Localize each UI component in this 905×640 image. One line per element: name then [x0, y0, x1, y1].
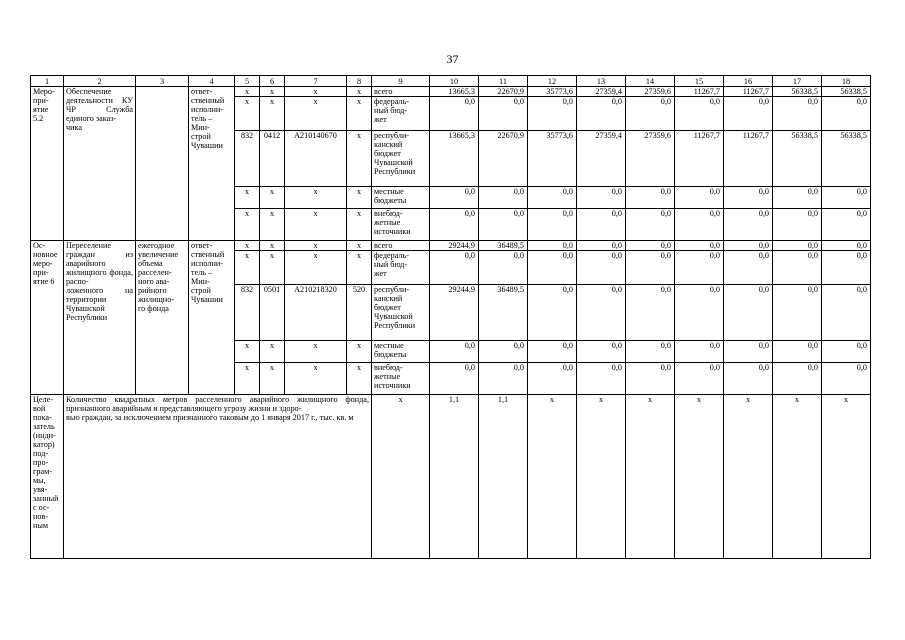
funding-source: всего [372, 241, 430, 251]
year-amount: 0,0 [577, 187, 626, 209]
year-amount: 13665,3 [430, 131, 479, 187]
year-amount: 0,0 [822, 285, 871, 341]
year-amount: 56338,5 [773, 87, 822, 97]
year-amount: 0,0 [528, 187, 577, 209]
year-amount: 0,0 [773, 187, 822, 209]
year-amount: 0,0 [626, 251, 675, 285]
budget-table [30, 75, 871, 559]
target-item-code: x [285, 241, 347, 251]
expected-result [136, 87, 189, 241]
year-amount: 22670,9 [479, 131, 528, 187]
year-amount: 29244,9 [430, 285, 479, 341]
section-code: 0412 [260, 131, 285, 187]
year-amount: 0,0 [822, 241, 871, 251]
year-amount: 0,0 [773, 363, 822, 395]
target-item-code: x [285, 209, 347, 241]
year-amount: 0,0 [675, 285, 724, 341]
col-number: 12 [528, 76, 577, 87]
expense-type-code: x [347, 131, 372, 187]
section-code: 0501 [260, 285, 285, 341]
section-code: x [260, 187, 285, 209]
section-code: x [260, 87, 285, 97]
funding-source: республи- канский бюджет Чувашской Республики [372, 131, 430, 187]
funding-source: x [372, 395, 430, 559]
col-number: 14 [626, 76, 675, 87]
funding-source: местные бюджеты [372, 341, 430, 363]
year-amount: 0,0 [675, 363, 724, 395]
year-amount: 11267,7 [675, 131, 724, 187]
year-amount: 56338,5 [822, 87, 871, 97]
year-amount: 0,0 [822, 187, 871, 209]
year-amount: 0,0 [430, 97, 479, 131]
expense-type-code: x [347, 241, 372, 251]
year-amount: 0,0 [479, 251, 528, 285]
grbs-code: x [235, 251, 260, 285]
expense-type-code: x [347, 97, 372, 131]
grbs-code: 832 [235, 131, 260, 187]
year-amount: 0,0 [430, 251, 479, 285]
year-amount: 0,0 [528, 97, 577, 131]
year-amount: 0,0 [430, 187, 479, 209]
year-amount: 11267,7 [724, 87, 773, 97]
table-row [31, 241, 871, 251]
year-amount: 0,0 [528, 285, 577, 341]
year-amount: 29244,9 [430, 241, 479, 251]
year-amount: 0,0 [822, 363, 871, 395]
target-item-code: x [285, 97, 347, 131]
responsible-executor: ответ- ственный исполни- тель – Мин- строй Чувашии [189, 87, 235, 241]
year-amount: 13665,3 [430, 87, 479, 97]
year-amount: 0,0 [675, 187, 724, 209]
funding-source: республи- канский бюджет Чувашской Республики [372, 285, 430, 341]
year-amount: 0,0 [773, 251, 822, 285]
year-amount: 11267,7 [724, 131, 773, 187]
year-amount: 0,0 [528, 251, 577, 285]
year-amount: 27359,6 [626, 131, 675, 187]
col-number: 7 [285, 76, 347, 87]
year-amount: 11267,7 [675, 87, 724, 97]
year-amount: 0,0 [724, 251, 773, 285]
year-amount: 0,0 [724, 241, 773, 251]
col-number: 9 [372, 76, 430, 87]
col-number: 1 [31, 76, 64, 87]
target-item-code: x [285, 251, 347, 285]
year-amount: 0,0 [577, 341, 626, 363]
year-amount: 0,0 [528, 363, 577, 395]
year-amount: 56338,5 [822, 131, 871, 187]
year-amount: 0,0 [626, 363, 675, 395]
col-number: 10 [430, 76, 479, 87]
year-amount: 0,0 [675, 209, 724, 241]
col-number: 15 [675, 76, 724, 87]
funding-source: федераль- ный бюд- жет [372, 251, 430, 285]
year-amount: 0,0 [724, 285, 773, 341]
funding-source: местные бюджеты [372, 187, 430, 209]
page-number: 37 [446, 52, 459, 66]
column-number-row [31, 76, 871, 87]
year-amount: 0,0 [577, 363, 626, 395]
grbs-code: 832 [235, 285, 260, 341]
col-number: 13 [577, 76, 626, 87]
funding-source: всего [372, 87, 430, 97]
measure-number: Меро- при- ятие 5.2 [31, 87, 64, 241]
year-amount: 0,0 [724, 97, 773, 131]
target-indicator-label: Целе- вой пока- затель (инди- катор) под- про- грам- мы, увя- занный с ос- нов- ным [31, 395, 64, 559]
year-amount: 0,0 [773, 285, 822, 341]
measure-name: Обеспечение деятельности КУ ЧР Служба единого заказ- чика [64, 87, 136, 241]
grbs-code: x [235, 97, 260, 131]
col-number: 18 [822, 76, 871, 87]
indicator-value: x [675, 395, 724, 559]
expense-type-code: x [347, 209, 372, 241]
expense-type-code: x [347, 87, 372, 97]
expense-type-code: x [347, 187, 372, 209]
col-number: 6 [260, 76, 285, 87]
year-amount: 0,0 [626, 97, 675, 131]
grbs-code: x [235, 363, 260, 395]
year-amount: 56338,5 [773, 131, 822, 187]
year-amount: 0,0 [626, 341, 675, 363]
grbs-code: x [235, 187, 260, 209]
responsible-executor: ответ- ственный исполни- тель – Мин- строй Чувашии [189, 241, 235, 395]
year-amount: 0,0 [626, 241, 675, 251]
year-amount: 0,0 [430, 209, 479, 241]
year-amount: 0,0 [724, 341, 773, 363]
year-amount: 0,0 [724, 209, 773, 241]
grbs-code: x [235, 241, 260, 251]
year-amount: 0,0 [675, 241, 724, 251]
col-number: 3 [136, 76, 189, 87]
target-item-code: x [285, 187, 347, 209]
year-amount: 0,0 [528, 241, 577, 251]
grbs-code: x [235, 87, 260, 97]
expense-type-code: x [347, 341, 372, 363]
col-number: 8 [347, 76, 372, 87]
year-amount: 0,0 [577, 251, 626, 285]
col-number: 17 [773, 76, 822, 87]
year-amount: 0,0 [822, 341, 871, 363]
indicator-value: x [528, 395, 577, 559]
year-amount: 0,0 [528, 341, 577, 363]
year-amount: 0,0 [479, 97, 528, 131]
col-number: 16 [724, 76, 773, 87]
section-code: x [260, 363, 285, 395]
col-number: 11 [479, 76, 528, 87]
year-amount: 0,0 [479, 363, 528, 395]
year-amount: 36489,5 [479, 241, 528, 251]
measure-number: Ос- новное меро- при- ятие 6 [31, 241, 64, 395]
table-row [31, 87, 871, 97]
year-amount: 0,0 [675, 97, 724, 131]
year-amount: 0,0 [773, 341, 822, 363]
grbs-code: x [235, 341, 260, 363]
target-item-code: x [285, 87, 347, 97]
year-amount: 0,0 [773, 209, 822, 241]
funding-source: федераль- ный бюд- жет [372, 97, 430, 131]
col-number: 5 [235, 76, 260, 87]
year-amount: 0,0 [822, 97, 871, 131]
year-amount: 0,0 [724, 187, 773, 209]
table-row [31, 395, 871, 559]
section-code: x [260, 241, 285, 251]
indicator-value: x [577, 395, 626, 559]
indicator-value: x [626, 395, 675, 559]
year-amount: 0,0 [479, 341, 528, 363]
target-item-code: А210218320 [285, 285, 347, 341]
expense-type-code: x [347, 363, 372, 395]
target-indicator-text: Количество квадратных метров расселенного аварийного жилищного фонда, признанного аварийным и представляющего угрозу жизни и здоро- вью граждан, за исключением признанного таковым до 1 января 2017 г., тыс. кв. м [64, 395, 372, 559]
section-code: x [260, 341, 285, 363]
year-amount: 35773,6 [528, 131, 577, 187]
year-amount: 22670,9 [479, 87, 528, 97]
year-amount: 27359,6 [626, 87, 675, 97]
year-amount: 0,0 [577, 285, 626, 341]
year-amount: 0,0 [528, 209, 577, 241]
year-amount: 27359,4 [577, 87, 626, 97]
year-amount: 27359,4 [577, 131, 626, 187]
year-amount: 0,0 [479, 209, 528, 241]
measure-name: Переселение граждан из аварийного жилищного фонда, распо- ложенного на территории Чувашской Республики [64, 241, 136, 395]
year-amount: 0,0 [479, 187, 528, 209]
indicator-value: 1,1 [479, 395, 528, 559]
year-amount: 0,0 [430, 341, 479, 363]
year-amount: 0,0 [822, 209, 871, 241]
grbs-code: x [235, 209, 260, 241]
expense-type-code: x [347, 251, 372, 285]
section-code: x [260, 97, 285, 131]
year-amount: 0,0 [577, 209, 626, 241]
year-amount: 0,0 [675, 251, 724, 285]
year-amount: 0,0 [724, 363, 773, 395]
year-amount: 0,0 [577, 241, 626, 251]
col-number: 4 [189, 76, 235, 87]
indicator-value: 1,1 [430, 395, 479, 559]
indicator-value: x [773, 395, 822, 559]
target-item-code: x [285, 363, 347, 395]
funding-source: внебюд- жетные источники [372, 209, 430, 241]
year-amount: 0,0 [822, 251, 871, 285]
indicator-value: x [724, 395, 773, 559]
target-item-code: x [285, 341, 347, 363]
section-code: x [260, 251, 285, 285]
year-amount: 0,0 [675, 341, 724, 363]
year-amount: 0,0 [626, 285, 675, 341]
section-code: x [260, 209, 285, 241]
year-amount: 0,0 [626, 187, 675, 209]
year-amount: 0,0 [773, 241, 822, 251]
expense-type-code: 520 [347, 285, 372, 341]
year-amount: 36489,5 [479, 285, 528, 341]
expected-result: ежегодное увеличение объема расселен- ного ава- рийного жилищно- го фонда [136, 241, 189, 395]
year-amount: 0,0 [773, 97, 822, 131]
year-amount: 35773,6 [528, 87, 577, 97]
year-amount: 0,0 [430, 363, 479, 395]
target-item-code: А210140670 [285, 131, 347, 187]
col-number: 2 [64, 76, 136, 87]
year-amount: 0,0 [626, 209, 675, 241]
funding-source: внебюд- жетные источники [372, 363, 430, 395]
year-amount: 0,0 [577, 97, 626, 131]
indicator-value: x [822, 395, 871, 559]
